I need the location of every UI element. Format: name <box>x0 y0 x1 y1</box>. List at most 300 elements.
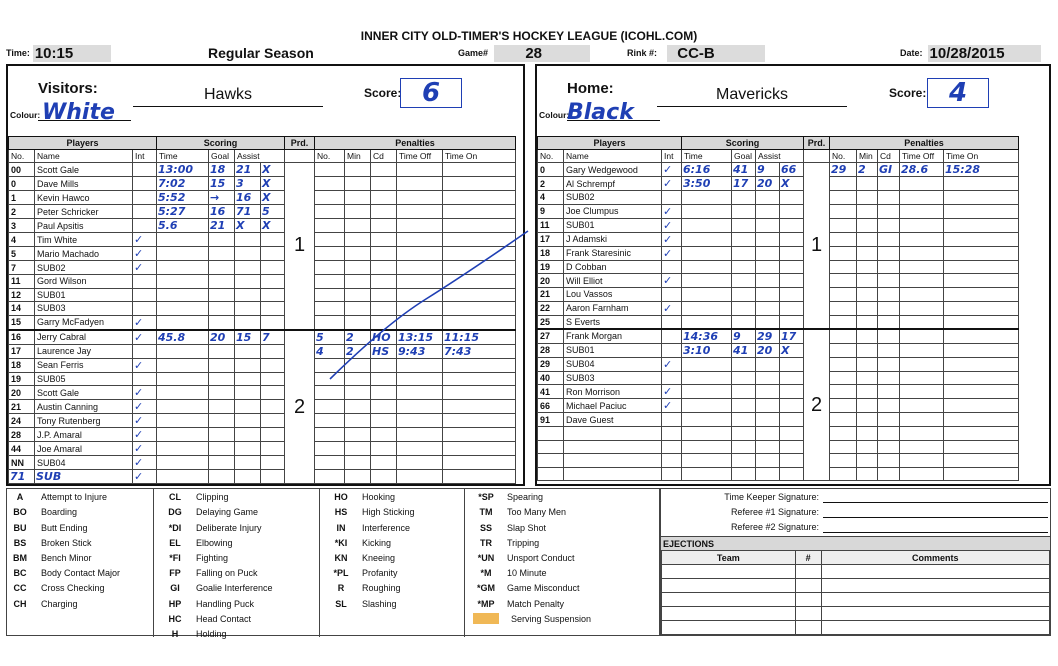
scoring-cell[interactable] <box>780 413 804 427</box>
penalty-cell[interactable] <box>315 205 345 219</box>
penalty-cell[interactable] <box>830 357 857 371</box>
penalty-cell[interactable] <box>900 218 944 232</box>
scoring-cell[interactable] <box>780 427 804 441</box>
penalty-cell[interactable] <box>944 232 1019 246</box>
scoring-cell[interactable] <box>780 399 804 413</box>
scoring-cell[interactable] <box>261 288 285 302</box>
penalty-cell[interactable] <box>878 260 900 274</box>
scoring-cell[interactable] <box>209 470 235 484</box>
penalty-cell[interactable] <box>830 329 857 344</box>
player-int-check[interactable] <box>662 440 682 454</box>
penalty-cell[interactable] <box>857 232 878 246</box>
penalty-cell[interactable] <box>345 177 371 191</box>
penalty-cell[interactable] <box>944 260 1019 274</box>
scoring-cell[interactable] <box>780 260 804 274</box>
scoring-cell[interactable] <box>157 372 209 386</box>
scoring-cell[interactable] <box>157 456 209 470</box>
penalty-cell[interactable] <box>857 274 878 288</box>
penalty-cell[interactable] <box>944 413 1019 427</box>
scoring-cell[interactable] <box>261 247 285 261</box>
penalty-cell[interactable] <box>443 442 516 456</box>
scoring-cell[interactable] <box>732 413 756 427</box>
penalty-cell[interactable] <box>371 163 397 177</box>
scoring-cell[interactable] <box>780 218 804 232</box>
penalty-cell[interactable] <box>397 456 443 470</box>
penalty-cell[interactable] <box>830 204 857 218</box>
penalty-cell[interactable] <box>830 371 857 385</box>
penalty-cell[interactable] <box>857 260 878 274</box>
penalty-cell[interactable] <box>878 440 900 454</box>
penalty-cell[interactable] <box>371 191 397 205</box>
penalty-cell[interactable] <box>443 428 516 442</box>
scoring-cell[interactable] <box>235 288 261 302</box>
ejection-cell[interactable] <box>662 621 796 635</box>
penalty-cell[interactable] <box>900 413 944 427</box>
scoring-cell[interactable] <box>209 372 235 386</box>
penalty-cell[interactable] <box>878 301 900 315</box>
scoring-cell[interactable] <box>261 315 285 330</box>
scoring-cell[interactable] <box>235 247 261 261</box>
penalty-cell[interactable] <box>900 274 944 288</box>
penalty-cell[interactable] <box>315 177 345 191</box>
scoring-cell[interactable] <box>756 204 780 218</box>
player-number[interactable] <box>538 467 564 481</box>
scoring-cell[interactable] <box>732 440 756 454</box>
scoring-cell[interactable] <box>682 315 732 329</box>
scoring-cell[interactable] <box>682 399 732 413</box>
ejection-cell[interactable] <box>795 565 821 579</box>
scoring-cell[interactable] <box>756 218 780 232</box>
penalty-cell[interactable] <box>857 343 878 357</box>
penalty-cell[interactable] <box>830 315 857 329</box>
penalty-cell[interactable] <box>345 414 371 428</box>
penalty-cell[interactable] <box>371 414 397 428</box>
ejection-cell[interactable] <box>662 579 796 593</box>
scoring-cell[interactable] <box>780 204 804 218</box>
penalty-cell[interactable] <box>944 467 1019 481</box>
scoring-cell[interactable] <box>261 386 285 400</box>
penalty-cell[interactable] <box>371 386 397 400</box>
scoring-cell[interactable] <box>732 260 756 274</box>
penalty-cell[interactable] <box>944 191 1019 205</box>
scoring-cell[interactable] <box>682 274 732 288</box>
scoring-cell[interactable] <box>157 233 209 247</box>
penalty-cell[interactable] <box>900 440 944 454</box>
timekeeper-signature-field[interactable] <box>823 491 1048 503</box>
scoring-cell[interactable] <box>235 442 261 456</box>
scoring-cell[interactable] <box>157 414 209 428</box>
ejection-cell[interactable] <box>795 621 821 635</box>
scoring-cell[interactable] <box>235 372 261 386</box>
scoring-cell[interactable] <box>756 274 780 288</box>
penalty-cell[interactable] <box>315 191 345 205</box>
penalty-cell[interactable] <box>830 427 857 441</box>
scoring-cell[interactable] <box>780 357 804 371</box>
player-int-check[interactable] <box>662 467 682 481</box>
penalty-cell[interactable] <box>830 467 857 481</box>
penalty-cell[interactable] <box>830 288 857 302</box>
scoring-cell[interactable] <box>756 427 780 441</box>
scoring-cell[interactable] <box>682 191 732 205</box>
penalty-cell[interactable] <box>900 260 944 274</box>
penalty-cell[interactable] <box>397 386 443 400</box>
penalty-cell[interactable] <box>878 204 900 218</box>
ejection-cell[interactable] <box>662 607 796 621</box>
scoring-cell[interactable] <box>235 275 261 289</box>
scoring-cell[interactable] <box>209 315 235 330</box>
scoring-cell[interactable] <box>780 274 804 288</box>
penalty-cell[interactable] <box>878 357 900 371</box>
penalty-cell[interactable] <box>345 191 371 205</box>
penalty-cell[interactable] <box>830 343 857 357</box>
scoring-cell[interactable] <box>682 440 732 454</box>
player-number[interactable] <box>538 454 564 468</box>
scoring-cell[interactable] <box>209 386 235 400</box>
penalty-cell[interactable] <box>857 204 878 218</box>
penalty-cell[interactable] <box>944 440 1019 454</box>
penalty-cell[interactable] <box>345 470 371 484</box>
scoring-cell[interactable] <box>756 246 780 260</box>
penalty-cell[interactable] <box>857 399 878 413</box>
penalty-cell[interactable] <box>857 357 878 371</box>
scoring-cell[interactable] <box>209 456 235 470</box>
penalty-cell[interactable] <box>315 456 345 470</box>
scoring-cell[interactable] <box>732 315 756 329</box>
ejection-cell[interactable] <box>795 579 821 593</box>
scoring-cell[interactable] <box>157 302 209 316</box>
penalty-cell[interactable] <box>371 456 397 470</box>
ejection-cell[interactable] <box>662 565 796 579</box>
penalty-cell[interactable] <box>944 246 1019 260</box>
penalty-cell[interactable] <box>944 177 1019 191</box>
scoring-cell[interactable] <box>780 301 804 315</box>
penalty-cell[interactable] <box>315 414 345 428</box>
penalty-cell[interactable] <box>944 329 1019 344</box>
scoring-cell[interactable] <box>780 288 804 302</box>
penalty-cell[interactable] <box>944 454 1019 468</box>
penalty-cell[interactable] <box>857 191 878 205</box>
penalty-cell[interactable] <box>315 442 345 456</box>
scoring-cell[interactable] <box>732 246 756 260</box>
scoring-cell[interactable] <box>756 385 780 399</box>
scoring-cell[interactable] <box>209 302 235 316</box>
penalty-cell[interactable] <box>944 357 1019 371</box>
scoring-cell[interactable] <box>756 467 780 481</box>
penalty-cell[interactable] <box>900 301 944 315</box>
scoring-cell[interactable] <box>780 371 804 385</box>
penalty-cell[interactable] <box>944 288 1019 302</box>
penalty-cell[interactable] <box>944 218 1019 232</box>
scoring-cell[interactable] <box>732 371 756 385</box>
scoring-cell[interactable] <box>756 413 780 427</box>
penalty-cell[interactable] <box>878 177 900 191</box>
scoring-cell[interactable] <box>756 399 780 413</box>
penalty-cell[interactable] <box>900 371 944 385</box>
scoring-cell[interactable] <box>780 440 804 454</box>
penalty-cell[interactable] <box>878 343 900 357</box>
penalty-cell[interactable] <box>944 427 1019 441</box>
penalty-cell[interactable] <box>857 467 878 481</box>
scoring-cell[interactable] <box>780 385 804 399</box>
scoring-cell[interactable] <box>682 288 732 302</box>
penalty-cell[interactable] <box>857 427 878 441</box>
scoring-cell[interactable] <box>682 246 732 260</box>
penalty-cell[interactable] <box>830 232 857 246</box>
penalty-cell[interactable] <box>371 177 397 191</box>
penalty-cell[interactable] <box>857 315 878 329</box>
penalty-cell[interactable] <box>830 440 857 454</box>
penalty-cell[interactable] <box>371 428 397 442</box>
penalty-cell[interactable] <box>830 218 857 232</box>
scoring-cell[interactable] <box>261 302 285 316</box>
penalty-cell[interactable] <box>878 371 900 385</box>
penalty-cell[interactable] <box>857 454 878 468</box>
player-int-check[interactable] <box>662 427 682 441</box>
scoring-cell[interactable] <box>261 442 285 456</box>
penalty-cell[interactable] <box>900 399 944 413</box>
scoring-cell[interactable] <box>157 428 209 442</box>
scoring-cell[interactable] <box>235 358 261 372</box>
penalty-cell[interactable] <box>371 442 397 456</box>
scoring-cell[interactable] <box>209 358 235 372</box>
scoring-cell[interactable] <box>157 358 209 372</box>
scoring-cell[interactable] <box>756 440 780 454</box>
scoring-cell[interactable] <box>756 357 780 371</box>
scoring-cell[interactable] <box>235 428 261 442</box>
scoring-cell[interactable] <box>261 428 285 442</box>
penalty-cell[interactable] <box>397 470 443 484</box>
scoring-cell[interactable] <box>157 315 209 330</box>
scoring-cell[interactable] <box>235 344 261 358</box>
scoring-cell[interactable] <box>780 191 804 205</box>
penalty-cell[interactable] <box>371 205 397 219</box>
scoring-cell[interactable] <box>209 233 235 247</box>
penalty-cell[interactable] <box>397 177 443 191</box>
scoring-cell[interactable] <box>780 315 804 329</box>
scoring-cell[interactable] <box>209 428 235 442</box>
scoring-cell[interactable] <box>682 260 732 274</box>
scoring-cell[interactable] <box>235 456 261 470</box>
penalty-cell[interactable] <box>900 329 944 344</box>
scoring-cell[interactable] <box>756 191 780 205</box>
penalty-cell[interactable] <box>345 442 371 456</box>
penalty-cell[interactable] <box>443 163 516 177</box>
penalty-cell[interactable] <box>878 274 900 288</box>
ejection-cell[interactable] <box>662 593 796 607</box>
penalty-cell[interactable] <box>830 260 857 274</box>
scoring-cell[interactable] <box>732 467 756 481</box>
penalty-cell[interactable] <box>397 400 443 414</box>
penalty-cell[interactable] <box>878 191 900 205</box>
ejection-cell[interactable] <box>821 621 1049 635</box>
penalty-cell[interactable] <box>944 385 1019 399</box>
scoring-cell[interactable] <box>157 442 209 456</box>
ejection-cell[interactable] <box>821 565 1049 579</box>
scoring-cell[interactable] <box>261 456 285 470</box>
penalty-cell[interactable] <box>878 288 900 302</box>
scoring-cell[interactable] <box>756 371 780 385</box>
scoring-cell[interactable] <box>157 386 209 400</box>
player-number[interactable] <box>538 427 564 441</box>
scoring-cell[interactable] <box>732 301 756 315</box>
scoring-cell[interactable] <box>682 232 732 246</box>
player-int-check[interactable] <box>662 454 682 468</box>
player-number[interactable] <box>538 440 564 454</box>
penalty-cell[interactable] <box>443 177 516 191</box>
penalty-cell[interactable] <box>315 163 345 177</box>
penalty-cell[interactable] <box>397 205 443 219</box>
penalty-cell[interactable] <box>830 385 857 399</box>
penalty-cell[interactable] <box>900 204 944 218</box>
scoring-cell[interactable] <box>732 191 756 205</box>
scoring-cell[interactable] <box>732 274 756 288</box>
penalty-cell[interactable] <box>443 386 516 400</box>
penalty-cell[interactable] <box>443 470 516 484</box>
scoring-cell[interactable] <box>261 358 285 372</box>
scoring-cell[interactable] <box>682 204 732 218</box>
penalty-cell[interactable] <box>443 400 516 414</box>
penalty-cell[interactable] <box>900 385 944 399</box>
penalty-cell[interactable] <box>315 386 345 400</box>
penalty-cell[interactable] <box>878 467 900 481</box>
penalty-cell[interactable] <box>878 218 900 232</box>
scoring-cell[interactable] <box>732 385 756 399</box>
penalty-cell[interactable] <box>345 205 371 219</box>
scoring-cell[interactable] <box>732 399 756 413</box>
penalty-cell[interactable] <box>900 343 944 357</box>
scoring-cell[interactable] <box>756 288 780 302</box>
scoring-cell[interactable] <box>682 427 732 441</box>
scoring-cell[interactable] <box>209 414 235 428</box>
penalty-cell[interactable] <box>857 246 878 260</box>
scoring-cell[interactable] <box>682 413 732 427</box>
scoring-cell[interactable] <box>261 344 285 358</box>
scoring-cell[interactable] <box>157 275 209 289</box>
penalty-cell[interactable] <box>315 470 345 484</box>
scoring-cell[interactable] <box>157 400 209 414</box>
penalty-cell[interactable] <box>900 357 944 371</box>
penalty-cell[interactable] <box>857 177 878 191</box>
penalty-cell[interactable] <box>857 413 878 427</box>
penalty-cell[interactable] <box>830 177 857 191</box>
penalty-cell[interactable] <box>944 343 1019 357</box>
scoring-cell[interactable] <box>235 470 261 484</box>
player-name[interactable] <box>564 440 662 454</box>
penalty-cell[interactable] <box>900 177 944 191</box>
penalty-cell[interactable] <box>900 288 944 302</box>
penalty-cell[interactable] <box>857 371 878 385</box>
penalty-cell[interactable] <box>900 232 944 246</box>
penalty-cell[interactable] <box>315 428 345 442</box>
penalty-cell[interactable] <box>878 246 900 260</box>
penalty-cell[interactable] <box>878 413 900 427</box>
penalty-cell[interactable] <box>345 163 371 177</box>
penalty-cell[interactable] <box>900 427 944 441</box>
scoring-cell[interactable] <box>261 275 285 289</box>
ejection-cell[interactable] <box>821 607 1049 621</box>
ref2-signature-field[interactable] <box>823 521 1048 533</box>
penalty-cell[interactable] <box>857 288 878 302</box>
scoring-cell[interactable] <box>732 232 756 246</box>
penalty-cell[interactable] <box>371 470 397 484</box>
scoring-cell[interactable] <box>732 357 756 371</box>
scoring-cell[interactable] <box>235 414 261 428</box>
penalty-cell[interactable] <box>345 400 371 414</box>
scoring-cell[interactable] <box>682 301 732 315</box>
penalty-cell[interactable] <box>830 413 857 427</box>
scoring-cell[interactable] <box>756 315 780 329</box>
scoring-cell[interactable] <box>682 218 732 232</box>
scoring-cell[interactable] <box>756 301 780 315</box>
scoring-cell[interactable] <box>209 247 235 261</box>
penalty-cell[interactable] <box>345 386 371 400</box>
penalty-cell[interactable] <box>443 191 516 205</box>
scoring-cell[interactable] <box>732 218 756 232</box>
penalty-cell[interactable] <box>878 399 900 413</box>
ejection-cell[interactable] <box>795 593 821 607</box>
penalty-cell[interactable] <box>397 414 443 428</box>
scoring-cell[interactable] <box>209 442 235 456</box>
scoring-cell[interactable] <box>157 247 209 261</box>
scoring-cell[interactable] <box>209 275 235 289</box>
scoring-cell[interactable] <box>780 246 804 260</box>
penalty-cell[interactable] <box>443 414 516 428</box>
scoring-cell[interactable] <box>261 261 285 275</box>
penalty-cell[interactable] <box>830 399 857 413</box>
ejection-cell[interactable] <box>821 593 1049 607</box>
scoring-cell[interactable] <box>732 454 756 468</box>
scoring-cell[interactable] <box>756 454 780 468</box>
penalty-cell[interactable] <box>345 456 371 470</box>
penalty-cell[interactable] <box>830 274 857 288</box>
penalty-cell[interactable] <box>944 301 1019 315</box>
scoring-cell[interactable] <box>732 427 756 441</box>
scoring-cell[interactable] <box>157 288 209 302</box>
penalty-cell[interactable] <box>944 399 1019 413</box>
scoring-cell[interactable] <box>209 400 235 414</box>
player-name[interactable] <box>564 427 662 441</box>
ejection-cell[interactable] <box>821 579 1049 593</box>
scoring-cell[interactable] <box>756 232 780 246</box>
scoring-cell[interactable] <box>780 467 804 481</box>
penalty-cell[interactable] <box>345 428 371 442</box>
penalty-cell[interactable] <box>944 204 1019 218</box>
scoring-cell[interactable] <box>235 302 261 316</box>
scoring-cell[interactable] <box>682 467 732 481</box>
scoring-cell[interactable] <box>756 260 780 274</box>
scoring-cell[interactable] <box>682 357 732 371</box>
penalty-cell[interactable] <box>944 274 1019 288</box>
scoring-cell[interactable] <box>732 204 756 218</box>
scoring-cell[interactable] <box>235 233 261 247</box>
scoring-cell[interactable] <box>261 470 285 484</box>
penalty-cell[interactable] <box>371 400 397 414</box>
penalty-cell[interactable] <box>315 400 345 414</box>
scoring-cell[interactable] <box>157 261 209 275</box>
penalty-cell[interactable] <box>397 442 443 456</box>
penalty-cell[interactable] <box>443 205 516 219</box>
penalty-cell[interactable] <box>397 428 443 442</box>
penalty-cell[interactable] <box>397 163 443 177</box>
penalty-cell[interactable] <box>830 246 857 260</box>
scoring-cell[interactable] <box>780 454 804 468</box>
penalty-cell[interactable] <box>878 454 900 468</box>
scoring-cell[interactable] <box>261 233 285 247</box>
scoring-cell[interactable] <box>682 385 732 399</box>
penalty-cell[interactable] <box>857 218 878 232</box>
penalty-cell[interactable] <box>857 440 878 454</box>
scoring-cell[interactable] <box>235 400 261 414</box>
